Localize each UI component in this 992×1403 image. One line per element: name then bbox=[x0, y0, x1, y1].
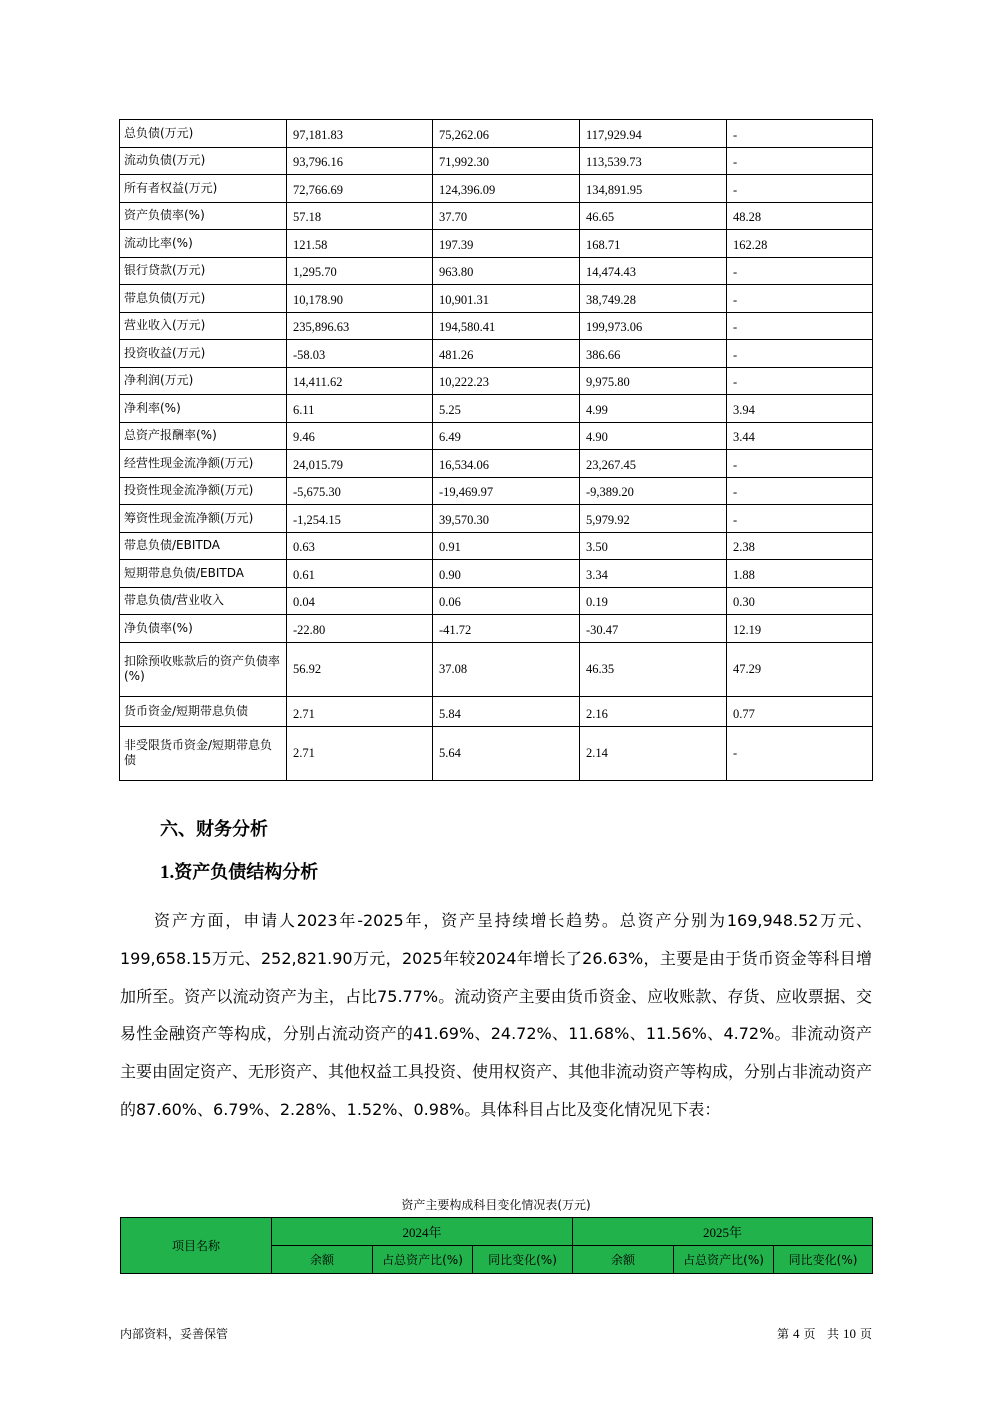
metric-value: 57.18 bbox=[287, 202, 433, 230]
metric-label: 流动负债(万元) bbox=[120, 147, 287, 175]
metric-value: 162.28 bbox=[727, 230, 873, 258]
metric-value: - bbox=[727, 120, 873, 148]
column-header: 占总资产比(%) bbox=[373, 1246, 473, 1274]
metric-value: 6.49 bbox=[433, 422, 580, 450]
metric-label: 净利率(%) bbox=[120, 395, 287, 423]
table-row bbox=[120, 505, 873, 533]
metric-value: 9.46 bbox=[287, 422, 433, 450]
metric-value: - bbox=[727, 726, 873, 780]
metric-value: 199,973.06 bbox=[580, 312, 727, 340]
metric-value: - bbox=[727, 340, 873, 368]
metric-value: - bbox=[727, 367, 873, 395]
metric-value: 121.58 bbox=[287, 230, 433, 258]
metric-value: 24,015.79 bbox=[287, 450, 433, 478]
metric-value: 46.35 bbox=[580, 642, 727, 696]
page-prefix: 第 bbox=[776, 1327, 789, 1341]
table-row bbox=[120, 175, 873, 203]
metric-value: 10,222.23 bbox=[433, 367, 580, 395]
metric-value: 12.19 bbox=[727, 615, 873, 643]
metric-value: 47.29 bbox=[727, 642, 873, 696]
metric-value: 113,539.73 bbox=[580, 147, 727, 175]
metric-label: 总负债(万元) bbox=[120, 120, 287, 148]
table-row bbox=[120, 477, 873, 505]
metric-value: 2.16 bbox=[580, 696, 727, 726]
table-row bbox=[120, 395, 873, 423]
metric-value: 3.94 bbox=[727, 395, 873, 423]
metric-value: 14,411.62 bbox=[287, 367, 433, 395]
metric-value: 9,975.80 bbox=[580, 367, 727, 395]
metric-value: 6.11 bbox=[287, 395, 433, 423]
metric-label: 所有者权益(万元) bbox=[120, 175, 287, 203]
metric-value: 97,181.83 bbox=[287, 120, 433, 148]
table-row bbox=[120, 422, 873, 450]
metric-value: 4.99 bbox=[580, 395, 727, 423]
year-header: 2025年 bbox=[573, 1218, 873, 1246]
year-header: 2024年 bbox=[272, 1218, 573, 1246]
metric-value: 0.19 bbox=[580, 587, 727, 615]
metric-value: 75,262.06 bbox=[433, 120, 580, 148]
asset-composition-table bbox=[120, 1217, 873, 1274]
metric-value: 48.28 bbox=[727, 202, 873, 230]
table-row bbox=[120, 312, 873, 340]
metric-label: 带息负债/营业收入 bbox=[120, 587, 287, 615]
metric-value: 10,178.90 bbox=[287, 285, 433, 313]
section-heading: 六、财务分析 bbox=[160, 819, 268, 840]
page-unit: 页 bbox=[803, 1327, 816, 1341]
subsection-title: 资产负债结构分析 bbox=[174, 862, 319, 883]
table-row bbox=[120, 120, 873, 148]
metric-label: 流动比率(%) bbox=[120, 230, 287, 258]
metric-value: 56.92 bbox=[287, 642, 433, 696]
metric-value: 71,992.30 bbox=[433, 147, 580, 175]
metric-value: 3.50 bbox=[580, 532, 727, 560]
table-row bbox=[120, 340, 873, 368]
metric-value: 1,295.70 bbox=[287, 257, 433, 285]
metric-value: 39,570.30 bbox=[433, 505, 580, 533]
column-header: 同比变化(%) bbox=[473, 1246, 573, 1274]
metric-value: -5,675.30 bbox=[287, 477, 433, 505]
table-row bbox=[120, 257, 873, 285]
table-row bbox=[120, 147, 873, 175]
metric-value: - bbox=[727, 257, 873, 285]
metric-value: 46.65 bbox=[580, 202, 727, 230]
table-row bbox=[120, 560, 873, 588]
metric-value: 235,896.63 bbox=[287, 312, 433, 340]
table-row bbox=[120, 285, 873, 313]
metric-value: 386.66 bbox=[580, 340, 727, 368]
metric-value: - bbox=[727, 285, 873, 313]
metric-label: 总资产报酬率(%) bbox=[120, 422, 287, 450]
metric-value: - bbox=[727, 450, 873, 478]
metric-label: 短期带息负债/EBITDA bbox=[120, 560, 287, 588]
metric-value: 194,580.41 bbox=[433, 312, 580, 340]
metric-value: 1.88 bbox=[727, 560, 873, 588]
metric-value: 37.70 bbox=[433, 202, 580, 230]
metric-label: 带息负债/EBITDA bbox=[120, 532, 287, 560]
page-number bbox=[777, 1325, 872, 1342]
metric-value: 38,749.28 bbox=[580, 285, 727, 313]
metric-value: 0.63 bbox=[287, 532, 433, 560]
column-header: 余额 bbox=[272, 1246, 373, 1274]
metric-value: - bbox=[727, 477, 873, 505]
metric-value: 0.90 bbox=[433, 560, 580, 588]
metric-value: 37.08 bbox=[433, 642, 580, 696]
metric-value: 0.77 bbox=[727, 696, 873, 726]
metric-value: 963.80 bbox=[433, 257, 580, 285]
financial-metrics-table bbox=[119, 119, 873, 781]
metric-value: 481.26 bbox=[433, 340, 580, 368]
total-prefix: 共 bbox=[826, 1327, 839, 1341]
metric-label: 净利润(万元) bbox=[120, 367, 287, 395]
metric-value: 2.14 bbox=[580, 726, 727, 780]
metric-value: 3.44 bbox=[727, 422, 873, 450]
metric-value: 0.61 bbox=[287, 560, 433, 588]
table-row bbox=[120, 696, 873, 726]
metric-label: 银行贷款(万元) bbox=[120, 257, 287, 285]
column-header: 占总资产比(%) bbox=[674, 1246, 774, 1274]
table-row bbox=[120, 230, 873, 258]
metric-label: 投资收益(万元) bbox=[120, 340, 287, 368]
table-header-row bbox=[121, 1218, 873, 1246]
table-row bbox=[120, 726, 873, 780]
metric-value: 16,534.06 bbox=[433, 450, 580, 478]
subsection-heading bbox=[160, 858, 318, 884]
metric-label: 营业收入(万元) bbox=[120, 312, 287, 340]
metric-value: 168.71 bbox=[580, 230, 727, 258]
metric-value: 124,396.09 bbox=[433, 175, 580, 203]
total-pages: 10 bbox=[842, 1326, 856, 1341]
metric-value: -41.72 bbox=[433, 615, 580, 643]
metric-label: 投资性现金流净额(万元) bbox=[120, 477, 287, 505]
metric-value: 117,929.94 bbox=[580, 120, 727, 148]
metric-value: 0.91 bbox=[433, 532, 580, 560]
metric-value: -30.47 bbox=[580, 615, 727, 643]
metric-value: 2.71 bbox=[287, 726, 433, 780]
metric-value: 0.06 bbox=[433, 587, 580, 615]
metric-value: -1,254.15 bbox=[287, 505, 433, 533]
metric-value: 10,901.31 bbox=[433, 285, 580, 313]
metric-label: 资产负债率(%) bbox=[120, 202, 287, 230]
metric-value: 0.04 bbox=[287, 587, 433, 615]
table-row bbox=[120, 202, 873, 230]
metric-value: 93,796.16 bbox=[287, 147, 433, 175]
metric-label: 非受限货币资金/短期带息负债 bbox=[120, 726, 287, 780]
metric-label: 带息负债(万元) bbox=[120, 285, 287, 313]
metric-label: 经营性现金流净额(万元) bbox=[120, 450, 287, 478]
table-row bbox=[120, 532, 873, 560]
metric-value: 197.39 bbox=[433, 230, 580, 258]
metric-value: 72,766.69 bbox=[287, 175, 433, 203]
table-row bbox=[120, 615, 873, 643]
table-row bbox=[120, 450, 873, 478]
metric-value: 14,474.43 bbox=[580, 257, 727, 285]
metric-value: 2.71 bbox=[287, 696, 433, 726]
metric-value: -22.80 bbox=[287, 615, 433, 643]
subsection-number: 1. bbox=[160, 862, 175, 883]
metric-value: -9,389.20 bbox=[580, 477, 727, 505]
asset-analysis-paragraph: 资产方面，申请人2023年-2025年，资产呈持续增长趋势。总资产分别为169,948.52万元、199,658.15万元、252,821.90万元，2025年较2024年增长了26.63%，主要是由于货币资金等科目增加所至。资产以流动资产为主，占比75.77%。流动资产主要由货币资金、应收账款、存货、应收票据、交易性金融资产等构成，分别占流动资产的41.69%、24.72%、11.68%、11.56%、4.72%。非流动资产主要由固定资产、无形资产、其他权益工具投资、使用权资产、其他非流动资产等构成，分别占非流动资产的87.60%、6.79%、2.28%、1.52%、0.98%。具体科目占比及变化情况见下表： bbox=[120, 911, 873, 1119]
table-row bbox=[120, 587, 873, 615]
metric-value: 4.90 bbox=[580, 422, 727, 450]
metric-value: -19,469.97 bbox=[433, 477, 580, 505]
metric-label: 净负债率(%) bbox=[120, 615, 287, 643]
metric-label: 货币资金/短期带息负债 bbox=[120, 696, 287, 726]
metrics-table-body bbox=[120, 120, 873, 781]
metric-label: 筹资性现金流净额(万元) bbox=[120, 505, 287, 533]
metric-value: 5,979.92 bbox=[580, 505, 727, 533]
metric-value: -58.03 bbox=[287, 340, 433, 368]
metric-value: 2.38 bbox=[727, 532, 873, 560]
metric-value: 3.34 bbox=[580, 560, 727, 588]
table-caption: 资产主要构成科目变化情况表(万元) bbox=[401, 1198, 591, 1212]
table-row bbox=[120, 367, 873, 395]
column-header: 同比变化(%) bbox=[774, 1246, 873, 1274]
column-header: 余额 bbox=[573, 1246, 674, 1274]
metric-label: 扣除预收账款后的资产负债率(%) bbox=[120, 642, 287, 696]
metric-value: - bbox=[727, 505, 873, 533]
metric-value: 5.25 bbox=[433, 395, 580, 423]
item-name-header: 项目名称 bbox=[121, 1218, 272, 1274]
footer-confidential-note: 内部资料，妥善保管 bbox=[120, 1327, 229, 1341]
current-page: 4 bbox=[793, 1326, 800, 1341]
metric-value: 5.64 bbox=[433, 726, 580, 780]
metric-value: 0.30 bbox=[727, 587, 873, 615]
metric-value: - bbox=[727, 147, 873, 175]
total-unit: 页 bbox=[859, 1327, 872, 1341]
metric-value: 134,891.95 bbox=[580, 175, 727, 203]
metric-value: - bbox=[727, 175, 873, 203]
table-row bbox=[120, 642, 873, 696]
metric-value: - bbox=[727, 312, 873, 340]
metric-value: 5.84 bbox=[433, 696, 580, 726]
metric-value: 23,267.45 bbox=[580, 450, 727, 478]
